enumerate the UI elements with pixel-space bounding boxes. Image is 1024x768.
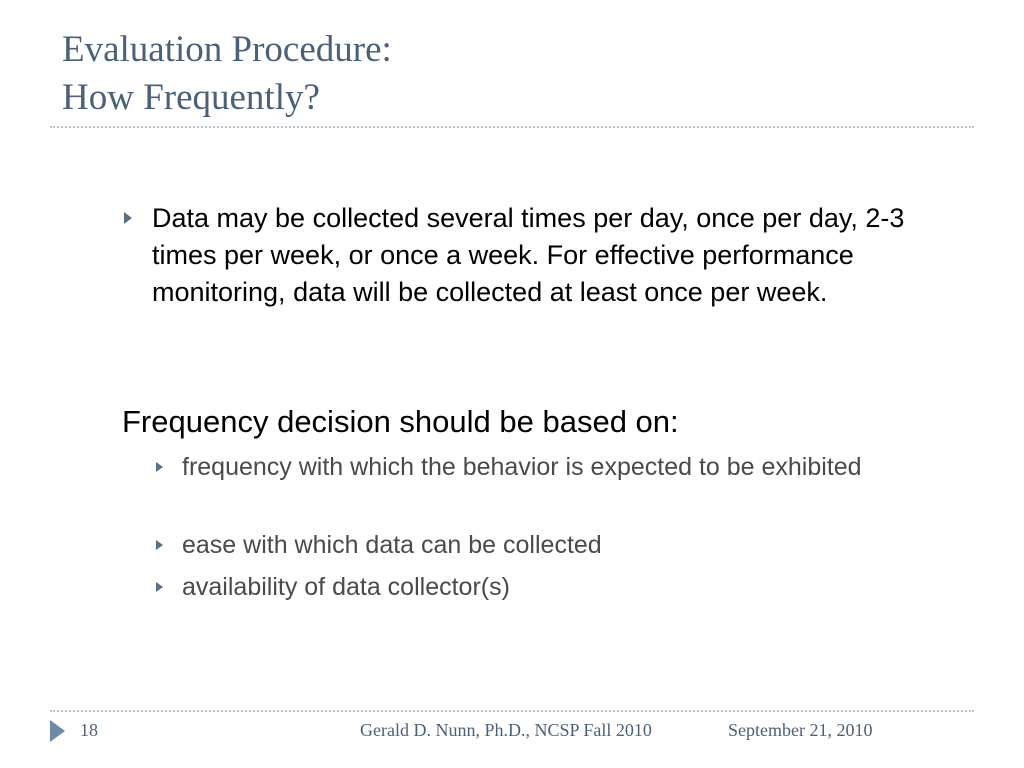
slide-title [62,26,962,122]
sub-bullet-arrow-icon [156,582,163,592]
footer-divider [50,710,974,712]
frequency-subheading: Frequency decision should be based on: [122,404,679,439]
slide-title-line-2: How Frequently? [62,77,320,118]
page-number: 18 [80,720,98,740]
slide-title-line-1: Evaluation Procedure: [62,29,392,70]
footer-author: Gerald D. Nunn, Ph.D., NCSP Fall 2010 [360,720,652,740]
footer-triangle-icon [50,720,65,742]
footer-date: September 21, 2010 [728,720,873,740]
bullet-arrow-icon [124,212,132,224]
sub-bullet-item: availability of data collector(s) [182,573,510,601]
sub-bullet-item: frequency with which the behavior is expected to be exhibited [182,453,862,481]
sub-bullet-arrow-icon [156,540,163,550]
main-bullet-text: Data may be collected several times per day, once per day, 2-3 times per week, or once a week. For effective performance monitoring, data will be collected at least once per week. [152,203,905,307]
sub-bullet-item: ease with which data can be collected [182,531,602,559]
title-divider [50,126,974,128]
sub-bullet-arrow-icon [156,462,163,472]
